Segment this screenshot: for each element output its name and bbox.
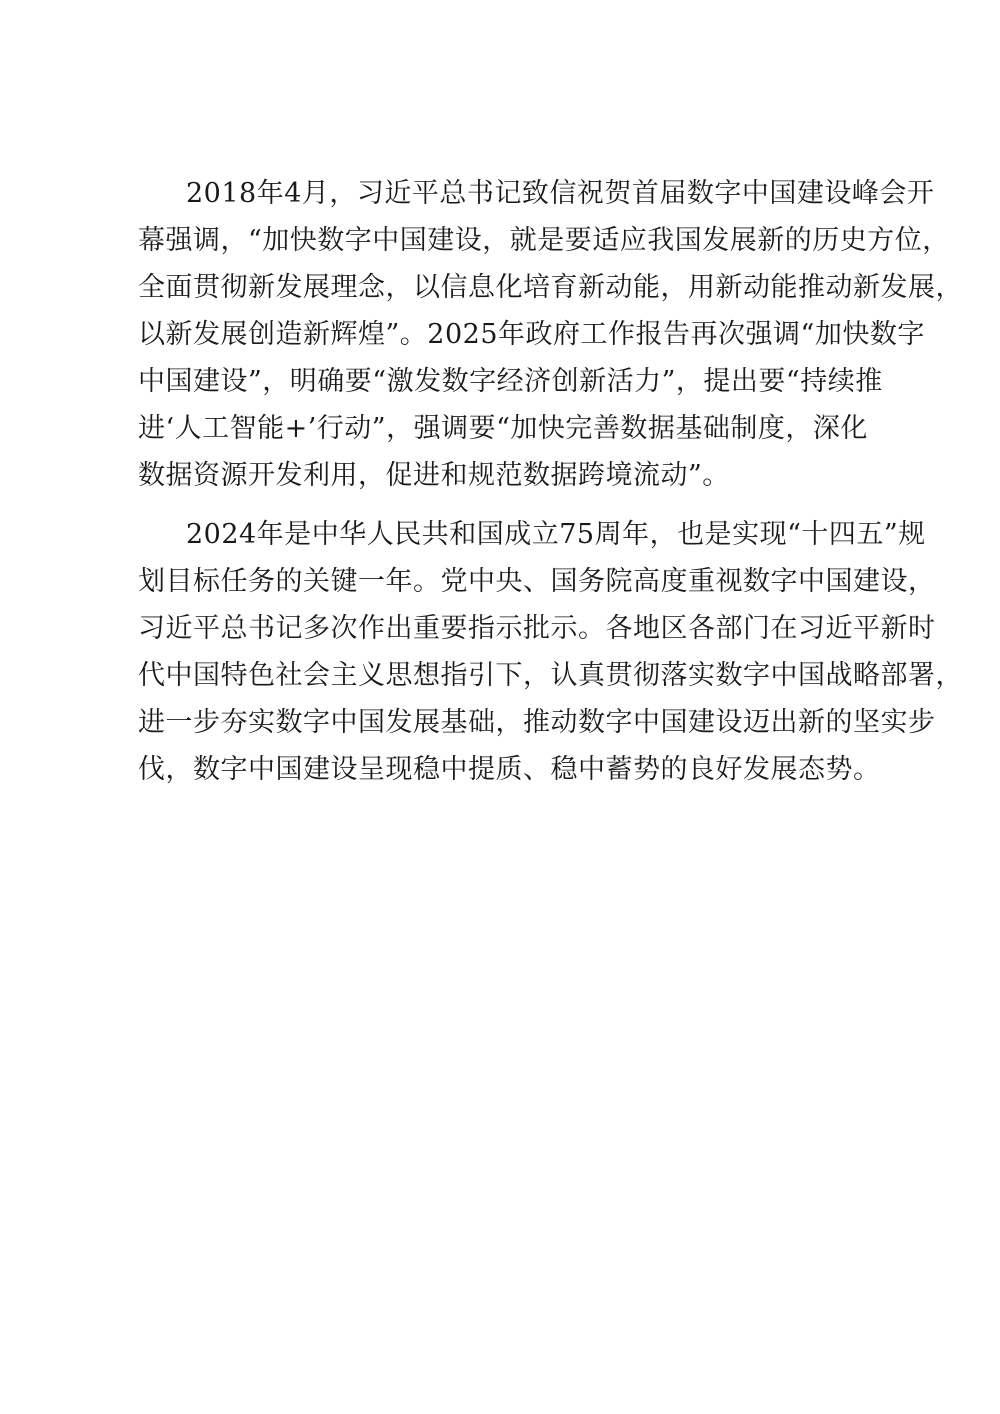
paragraph-1-line-5: 中国建设”，明确要“激发数字经济创新活力”，提出要“持续推 <box>138 366 883 397</box>
paragraph-2-line-2: 划目标任务的关键一年。党中央、国务院高度重视数字中国建设， <box>138 566 936 597</box>
paragraph-2-line-1: 2024年是中华人民共和国成立75周年，也是实现“十四五”规 <box>186 519 926 550</box>
paragraph-2-line-4: 代中国特色社会主义思想指引下，认真贯彻落实数字中国战略部署， <box>138 660 963 691</box>
paragraph-2 <box>138 511 963 793</box>
paragraph-2-line-5: 进一步夯实数字中国发展基础，推动数字中国建设迈出新的坚实步 <box>138 707 936 738</box>
paragraph-2-line-6: 伐，数字中国建设呈现稳中提质、稳中蓄势的良好发展态势。 <box>138 754 881 785</box>
paragraph-1-line-6: 进‘人工智能+’行动”，强调要“加快完善数据基础制度，深化 <box>138 413 868 444</box>
body-text <box>138 170 963 805</box>
paragraph-1-line-2: 幕强调，“加快数字中国建设，就是要适应我国发展新的历史方位， <box>138 225 950 256</box>
paragraph-1-line-7: 数据资源开发利用，促进和规范数据跨境流动”。 <box>138 460 730 491</box>
paragraph-2-line-3: 习近平总书记多次作出重要指示批示。各地区各部门在习近平新时 <box>138 613 936 644</box>
paragraph-1-line-3: 全面贯彻新发展理念，以信息化培育新动能，用新动能推动新发展， <box>138 272 963 303</box>
paragraph-1-line-4: 以新发展创造新辉煌”。2025年政府工作报告再次强调“加快数字 <box>138 319 925 350</box>
paragraph-1-line-1: 2018年4月，习近平总书记致信祝贺首届数字中国建设峰会开 <box>186 178 935 209</box>
paragraph-1 <box>138 170 963 499</box>
